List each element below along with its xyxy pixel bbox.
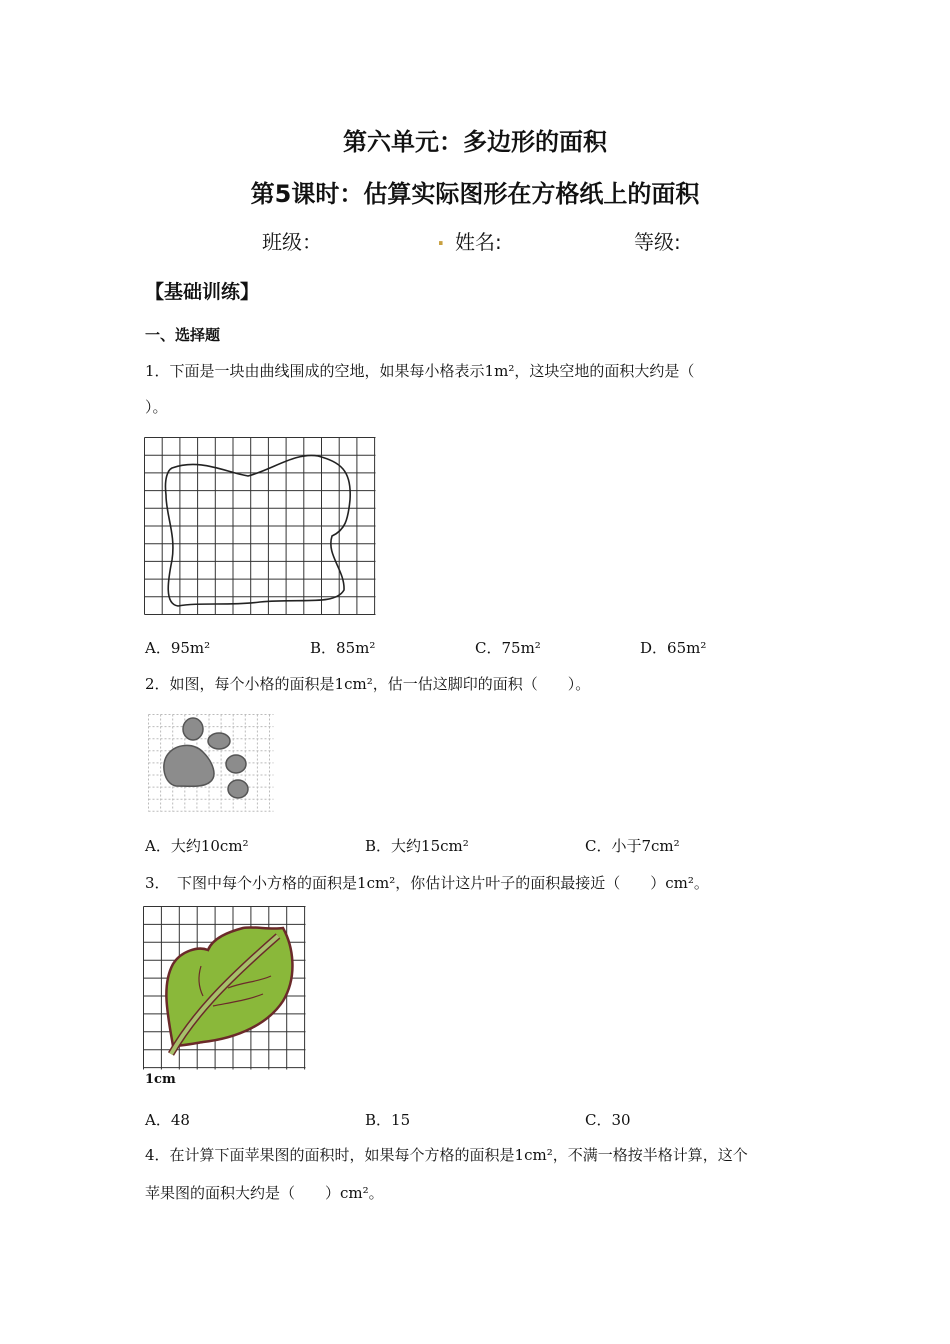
question-1-line2: ）。 — [145, 398, 168, 416]
q2-option-b[interactable]: B．大约15cm² — [365, 837, 469, 855]
question-1-line1: 1．下面是一块由曲线围成的空地，如果每小格表示1m²，这块空地的面积大约是（ — [145, 362, 695, 380]
q1-curve-shape — [165, 455, 350, 606]
class-label: 班级： — [262, 230, 322, 254]
q3-leaf-figure — [143, 906, 306, 1070]
leaf-shape — [166, 927, 292, 1054]
unit-title: 第六单元：多边形的面积 — [343, 128, 607, 156]
q3-scale-label: 1cm — [145, 1072, 176, 1087]
lesson-title: 第5课时：估算实际图形在方格纸上的面积 — [250, 180, 700, 208]
q2-option-a[interactable]: A．大约10cm² — [145, 837, 249, 855]
name-label: 姓名: — [455, 230, 502, 254]
section-title: 【基础训练】 — [145, 281, 260, 303]
q1-grid-figure — [144, 437, 376, 615]
question-2-line1: 2．如图，每个小格的面积是1cm²，估一估这脚印的面积（ ）。 — [145, 675, 591, 693]
q3-option-c[interactable]: C．30 — [585, 1111, 631, 1129]
q2-footprint-figure — [148, 714, 274, 812]
separator-dot: . — [437, 226, 445, 250]
q1-option-b[interactable]: B．85m² — [310, 639, 376, 657]
question-3-line1: 3． 下图中每个小方格的面积是1cm²，你估计这片叶子的面积最接近（ ）cm²。 — [145, 874, 709, 892]
q3-option-b[interactable]: B．15 — [365, 1111, 411, 1129]
q1-option-c[interactable]: C．75m² — [475, 639, 541, 657]
question-4-line1: 4．在计算下面苹果图的面积时，如果每个方格的面积是1cm²，不满一格按半格计算，这个 — [145, 1146, 748, 1164]
subsection-title: 一、选择题 — [145, 326, 221, 344]
q1-option-a[interactable]: A．95m² — [145, 639, 211, 657]
grade-label: 等级: — [634, 230, 681, 254]
question-4-line2: 苹果图的面积大约是（ ）cm²。 — [145, 1184, 384, 1202]
q2-option-c[interactable]: C．小于7cm² — [585, 837, 680, 855]
q1-option-d[interactable]: D．65m² — [640, 639, 707, 657]
q3-option-a[interactable]: A．48 — [145, 1111, 190, 1129]
footprint-shape — [164, 718, 248, 798]
